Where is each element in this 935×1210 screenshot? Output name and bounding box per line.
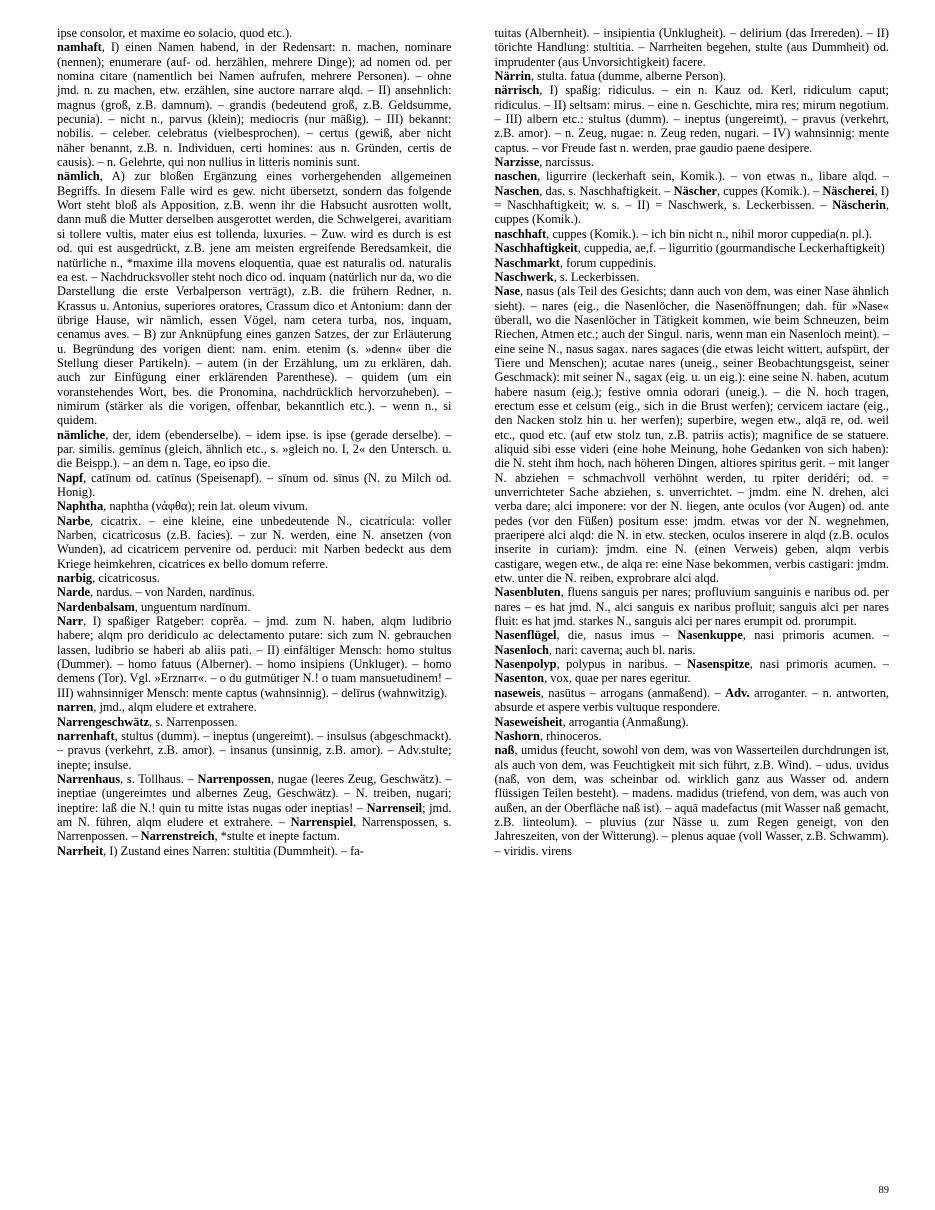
dictionary-entry: narbig, cicatricosus. xyxy=(57,571,160,586)
two-column-layout xyxy=(46,26,889,1166)
dictionary-entry: Nasenbluten, fluens sanguis per nares; profluvium sanguinis e naribus od. per nares – es hat jmd. N., alci sanguis ex naribus profluit; sanguis alci per nares fluit: es hat jmd. starkes N., sanguis alci per nares erumpit od. prorumpit. xyxy=(494,585,889,629)
dictionary-entry: närrisch, I) spaßig: ridiculus. – ein n. Kauz od. Kerl, ridiculum caput; ridiculus. – II) seltsam: mirus. – eine n. Geschichte, mira res; mirum negotium. – III) albern etc.: stultus (dumm). – ineptus (ungereimt). – pravus (verkehrt, z.B. amor). – n. Zeug, nugae: n. Zeug reden, nugari. – IV) wahnsinnig: mente captus. – vor Freude fast n. werden, prae gaudio paene desipere. xyxy=(494,83,889,155)
dictionary-entry: naschen, ligurrire (leckerhaft sein, Komik.). – von etwas n., libare alqd. – Naschen, das, s. Naschhaftigkeit. – Näscher, cuppes (Komik.). – Näscherei, I) = Naschhaftigkeit; w. s. – II) = Naschwerk, s. Leckerbissen. – Näscherin, cuppes (Komik.). xyxy=(494,169,889,227)
dictionary-entry: tuitas (Albernheit). – insipientia (Unklugheit). – delirium (das Irrereden). – II) törichte Handlung: stultitia. – Narrheiten begehen, stulte (aus Dummheit) od. imprudenter (aus Unvorsichtigkeit) facere. xyxy=(494,26,889,69)
dictionary-entry: Narbe, cicatrix. – eine kleine, eine unbedeutende N., cicatricula: voller Narben, cicatricosus (z.B. facies). – zur N. werden, eine N. ansetzen (von Wunden), ad cicatricem pervenire od. perduci: mit Narben bedeckt aus dem Kriege heimkehren, cicatrices ex bello domum referre. xyxy=(57,513,452,571)
dictionary-entry: narren, jmd., alqm eludere et extrahere. xyxy=(57,700,257,715)
dictionary-entry: Narrengeschwätz, s. Narrenpossen. xyxy=(57,714,238,729)
dictionary-entry: naseweis, nasūtus – arrogans (anmaßend). – Adv. arroganter. – n. antworten, absurde et aspere verbis vultuque respondere. xyxy=(494,685,889,715)
dictionary-entry: ipse consolor, et maxime eo solacio, quod etc.). xyxy=(57,26,293,40)
dictionary-entry: Narrenhaus, s. Tollhaus. – Narrenpossen, nugae (leeres Zeug, Geschwätz). – ineptiae (ungereimtes und albernes Zeug, Geschwätz). – N. treiben, nugari; ineptire: laß die N.! quin tu mitte istas nugas oder ineptias! – Narrenseil; jmd. am N. führen, alqm eludere et extrahere. – Narrenspiel, Narrenspossen, s. Narrenpossen. – Narrenstreich, *stulte et inepte factum. xyxy=(57,771,452,844)
dictionary-entry: nämliche, der, idem (ebenderselbe). – idem ipse. is ipse (gerade derselbe). – par. similis. gemīnus (gleich, ähnlich etc., s. »gleich no. I, 2« den Untersch. u. die Beispp.). – an dem n. Tage, eo ipso die. xyxy=(57,427,452,471)
dictionary-entry: Nasenflügel, die, nasus imus – Nasenkuppe, nasi primoris acumen. – Nasenloch, nari: caverna; auch bl. naris. xyxy=(494,628,889,657)
dictionary-entry: Naseweisheit, arrogantia (Anmaßung). xyxy=(494,714,689,729)
dictionary-entry: Narzisse, narcissus. xyxy=(494,155,594,170)
dictionary-entry: Nase, nasus (als Teil des Gesichts; dann auch von dem, was einer Nase ähnlich sieht). – nares (eig., die Nasenlöcher, die Nasenöffnungen; dah. für »Nase« überall, wo die Nasenlöcher in Tätigkeit kommen, wie beim Schneuzen, beim Riechen, Atmen etc.; auch der Singul. naris, wenn man ein Nasenloch meint). – eine seine N., nasus sagax. nares sagaces (die etwas leicht wittert, aufspürt, der Tiere und Menschen); acutae nares (uneig., seiner Beobachtungsgeist, seiner Geschmack): mit seiner N., sagax (eig. u. un eig.): eine seine N. haben, acutum habere nasum (eig.); festive omnia odorari (uneig.). – die N. hoch tragen, erectum esse et celsum (eig., sich in die Brust werfen); cervicem iactare (eig., den Nacken stolz hin u. her werfen); superbire, wegen etw., alqā re, od. weil etc., quod etc. (auf etw stolz tun, z.B. patriis actis); magnifice de se statuere. aliquid sibi esse videri (eine hohe Meinung, hohe Gedanken von sich haben): die N. steht ihm hoch, nach höheren Dingen, altiores spiritus gerit. – mit langer N. abziehen = schmachvoll verhöhnt werden, tu rpiter deridéri; od. = unverrichteter Sache abziehen, s. unverrichtet. – jmdm. eine N. drehen, alci verba dare; alci imponere: vor der N. liegen, ante oculos (vor Augen) od. ante pedes (vor den Füßen) positum esse: jmdm. etwas vor der N. wegnehmen, praeripere alci alqd: die N. in etw. stecken, oculos inserere in alqd (z.B. oculos inserite in curiam): jmdm. eine N. (einen Verweis) geben, alqm verbis castigare, wegen etw., de alqa re: eine Nase bekommen, verbis castigari: jmdm. etw. unter die N. reiben, exprobrare alci alqd. xyxy=(494,284,889,586)
dictionary-entry: Narrheit, I) Zustand eines Narren: stultitia (Dummheit). – fa- xyxy=(57,843,364,858)
dictionary-entry: Napf, catīnum od. catīnus (Speisenapf). – sīnum od. sīnus (N. zu Milch od. Honig). xyxy=(57,470,452,499)
dictionary-entry: naschhaft, cuppes (Komik.). – ich bin nicht n., nihil moror cuppedia(n. pl.). xyxy=(494,226,873,241)
dictionary-entry: namhaft, I) einen Namen habend, in der Redensart: n. machen, nominare (nennen); enumerare (auf- od. herzählen, mehrere Dinge); ad nomen od. per nomina citare (namentlich bei Namen aufrufen, mehrere Personen). – ohne jmd. n. zu machen, etw. erzählen, sine auctore narrare alqd. – II) ansehnlich: magnus (groß, z.B. damnum). – grandis (bedeutend groß, z.B. Geldsumme, pecunia). – nicht n., parvus (klein); mediocris (nur mäßig). – III) bekannt: nobilis. – celeber. celebratus (vielbesprochen). – certus (gewiß, aber nicht näher benannt, z.B. n. Individuen, certi homines: aus n. Gründen, certis de causis). – n. Gelehrte, qui non nullius in litteris nominis sunt. xyxy=(57,40,452,170)
right-text-column xyxy=(484,26,890,1166)
dictionary-entry: Narr, I) spaßiger Ratgeber: coprĕa. – jmd. zum N. haben, alqm ludibrio habere; alqm pro deridiculo ac delectamento putare: sich zum N. gebrauchen lassen, ludibrio se haberi ab aliis pati. – II) einfältiger Mensch: homo stultus (Dummer). – homo fatuus (Alberner). – homo insipiens (Unkluger). – homo demens (Tor). Vgl. »Erznarr«. – o du gutmütiger N.! o tuam mansuetudinem! – III) wahnsinniger Mensch: mente captus (wahnsinnig). – delīrus (wahnwitzig). xyxy=(57,614,452,700)
dictionary-entry: Naschhaftigkeit, cuppedia, ae,f. – ligurritio (gourmandische Leckerhaftigkeit) xyxy=(494,241,885,256)
dictionary-entry: Naphtha, naphtha (νάφθα); rein lat. oleum vivum. xyxy=(57,499,308,514)
dictionary-entry: Närrin, stulta. fatua (dumme, alberne Person). xyxy=(494,69,727,84)
dictionary-entry: naß, umidus (feucht, sowohl von dem, was von Wasserteilen durchdrungen ist, als auch von dem, was Feuchtigkeit mit sich führt, z.B. Wind). – udus. uvidus (naß, von dem, was scheinbar od. wirklich ganz aus Wasser od. andern flüssigen Teilen besteht). – madens. madidus (triefend, von dem, was auch von außen, an der Oberfläche naß ist). – aquā madefactus (mit Wasser naß gemacht, z.B. linteolum). – pluvius (zur Nässe u. zum Regen geneigt, von den Jahreszeiten, von der Witterung). – plenus aquae (voll Wasser, z.B. Schwamm). – viridis. virens xyxy=(494,743,889,858)
dictionary-entry: Nasenpolyp, polypus in naribus. – Nasenspitze, nasi primoris acumen. – Nasenton, vox, quae per nares egeritur. xyxy=(494,657,889,686)
dictionary-entry: Nardenbalsam, unguentum nardīnum. xyxy=(57,599,251,614)
dictionary-entry: Narde, nardus. – von Narden, nardīnus. xyxy=(57,585,255,600)
left-text-column xyxy=(46,26,452,1166)
page-number: 89 xyxy=(878,1185,889,1196)
dictionary-entry: Nashorn, rhinoceros. xyxy=(494,728,602,743)
dictionary-entry: Naschwerk, s. Leckerbissen. xyxy=(494,269,640,284)
dictionary-entry: Naschmarkt, forum cuppedinis. xyxy=(494,255,657,270)
dictionary-entry: narrenhaft, stultus (dumm). – ineptus (ungereimt). – insulsus (abgeschmackt). – pravus (verkehrt, z.B. amor). – insanus (unsinnig, z.B. amor). – Adv.stulte; inepte; insulse. xyxy=(57,728,452,772)
dictionary-entry: nämlich, A) zur bloßen Ergänzung eines vorhergehenden allgemeinen Begriffs. In diesem Falle wird es gew. nicht übersetzt, sondern das folgende Wort steht bloß als Apposition, z.B. wenn ihr die Habsucht ausrotten wollt, dann muß die Mutter derselben ausgerottet werden, die Schwelgerei, avaritiam si tollere vultis, mater eius est tollenda, luxuries. – Zuw. wird es durch is est od. qui est ausgedrückt, z.B. jene am meisten ergreifende Beredsamkeit, die natürliche n., *maxime illa movens eloquentia, quae est naturalis od. naturalis ea est. – Nachdrucksvoller steht noch dico od. inquam (natürlich nur da, wo die Darstellung die erste Verbalperson verträgt), z.B. die frühern Redner, n. Krassus u. Antonius, superiores oratores, Crassum dico et Antonium: dann der übrige Hause, wir nämlich, essen Vögel, nam cetera turba, nos, inquam, cenamus aves. – B) zur Anknüpfung eines ganzen Satzes, der zur Erläuterung u. Begründung des vorigen dient: nam. enim. etenim (s. »denn« über die Stellung dieser Partikeln). – autem (in der Erzählung, um zu erklären, dah. auch zur Einfügung einer erklärenden Parenthese). – quidem (um ein voranstehendes Wort, bes. die Pronomina, nachdrücklich hervorzuheben). – nimirum (stärker als die vorigen, offenbar, bekanntlich etc.). – wenn n., si quidem. xyxy=(57,169,452,428)
